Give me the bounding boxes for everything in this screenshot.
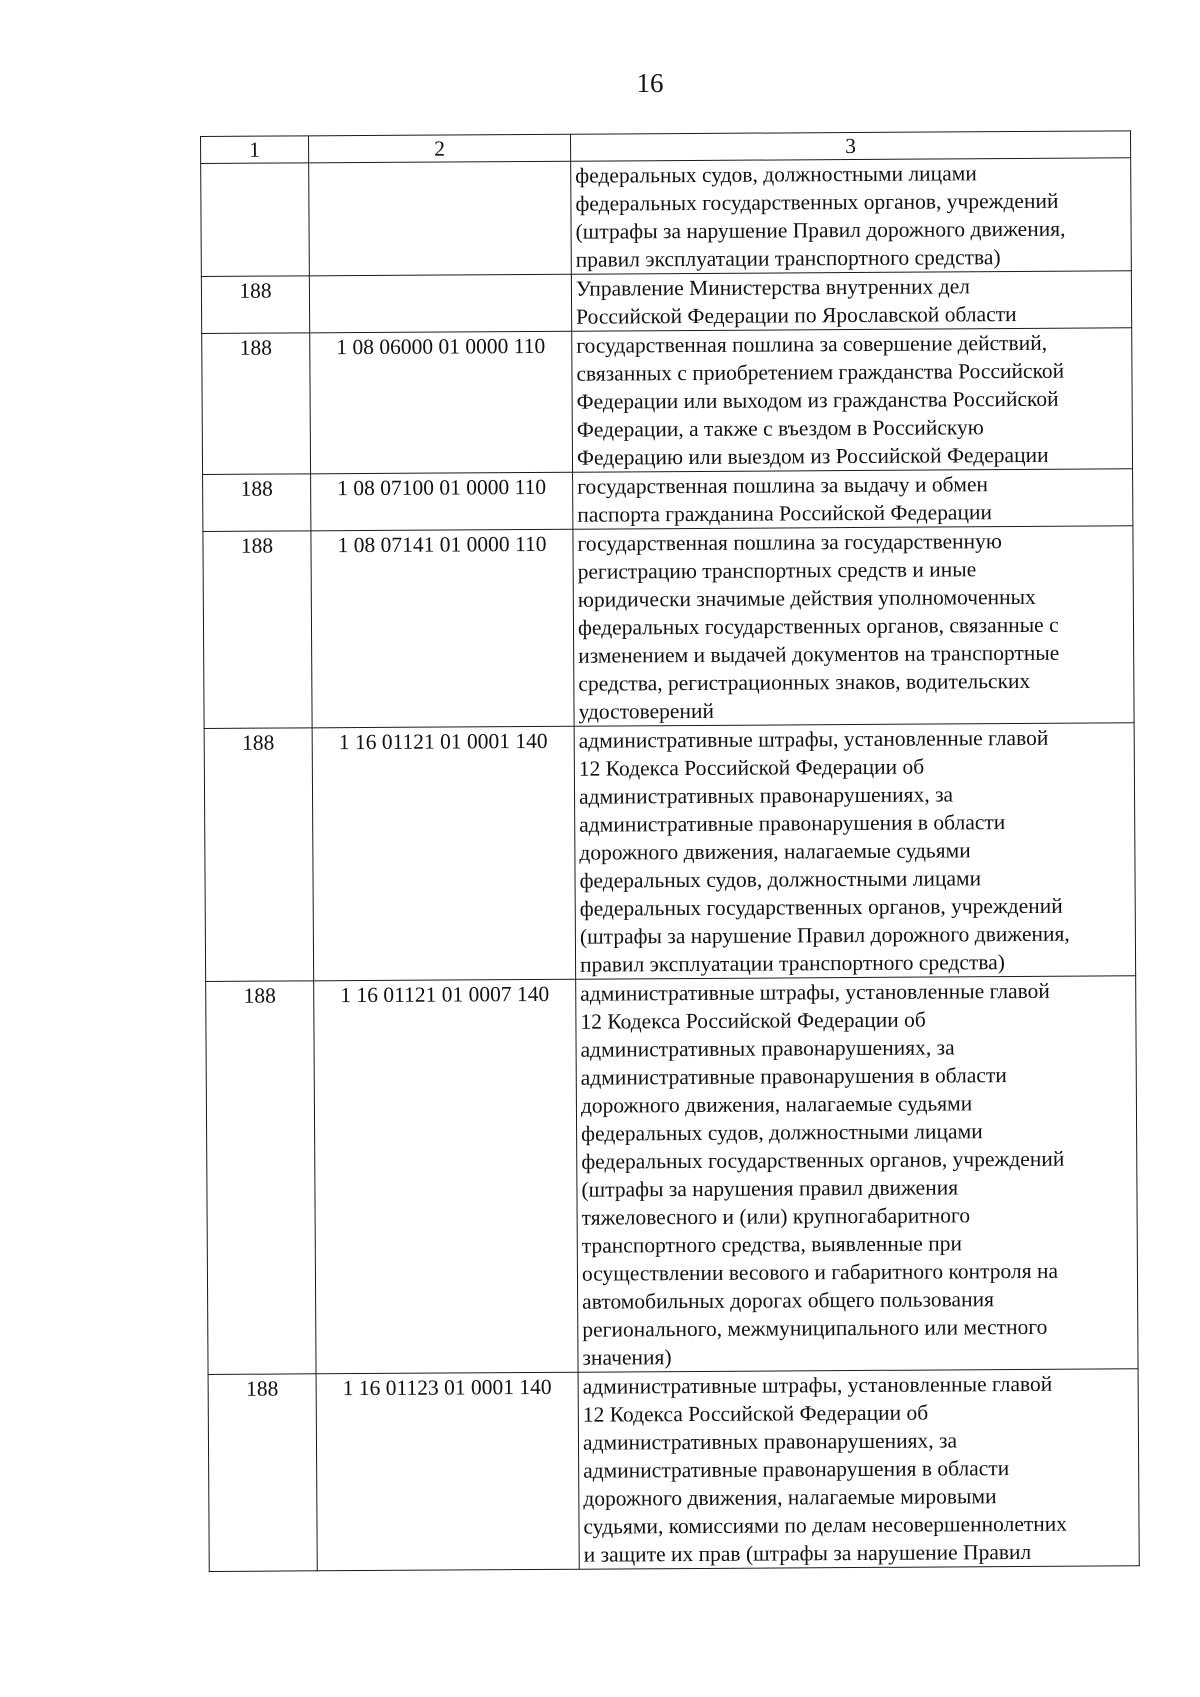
table-row [203, 469, 1133, 532]
description-line: удостоверений [578, 698, 715, 724]
revenue-code-cell: 1 16 01121 01 0007 140 [314, 979, 578, 1374]
description-line: административные штрафы, установленные главой [582, 1371, 1053, 1399]
description-line: административных правонарушениях, за [578, 782, 954, 809]
description-line: и защите их прав (штрафы за нарушение Правил [583, 1539, 1032, 1567]
table-row [208, 1369, 1139, 1572]
description-line: административных правонарушениях, за [580, 1035, 955, 1062]
revenue-code-cell: 1 08 06000 01 0000 110 [310, 331, 573, 474]
description-line: правил эксплуатации транспортного средства) [575, 245, 1001, 272]
table-row [203, 526, 1134, 729]
description-line: 12 Кодекса Российской Федерации об [578, 754, 925, 781]
description-cell [574, 723, 1136, 979]
description-line: связанных с приобретением гражданства Российской [576, 358, 1065, 386]
description-line: федеральных государственных органов, учреждений [579, 893, 1063, 921]
description-line: 12 Кодекса Российской Федерации об [580, 1007, 926, 1034]
description-line: административные правонарушения в области [579, 810, 1006, 837]
description-line: федеральных государственных органов, учреждений [575, 188, 1059, 216]
description-line: регионального, межмуниципального или местного [582, 1314, 1048, 1342]
description-line: 12 Кодекса Российской Федерации об [582, 1400, 929, 1427]
description-line: дорожного движения, налагаемые судьями [580, 1091, 973, 1118]
description-line: Федерации или выходом из гражданства Российской [576, 386, 1059, 414]
admin-code-cell: 188 [203, 531, 312, 729]
table-row [202, 328, 1133, 475]
table-row [201, 158, 1132, 277]
description-line: государственная пошлина за выдачу и обмен [577, 472, 989, 499]
description-cell [576, 976, 1138, 1372]
description-line: государственная пошлина за совершение действий, [576, 330, 1048, 358]
description-line: федеральных судов, должностными лицами [581, 1119, 983, 1146]
description-line: значения) [582, 1345, 672, 1370]
description-cell [573, 526, 1134, 726]
revenue-code-cell: 1 16 01123 01 0001 140 [316, 1372, 579, 1571]
description-line: средства, регистрационных знаков, водительских [578, 668, 1031, 696]
description-line: административные штрафы, установленные главой [580, 978, 1050, 1006]
description-line: (штрафы за нарушения правил движения [581, 1175, 959, 1202]
description-line: изменением и выдачей документов на транспортные [578, 640, 1060, 668]
admin-code-cell: 188 [202, 333, 311, 475]
column-header-2: 2 [309, 134, 571, 163]
description-line: государственная пошлина за государственную [577, 529, 1003, 556]
admin-code-cell: 188 [208, 1374, 317, 1572]
table-body [201, 158, 1140, 1572]
description-line: юридически значимые действия уполномоченных [577, 584, 1036, 612]
admin-code-cell: 188 [203, 474, 311, 532]
description-line: федеральных судов, должностными лицами [575, 161, 977, 188]
description-line: правил эксплуатации транспортного средства) [579, 950, 1005, 977]
revenue-code-cell: 1 16 01121 01 0001 140 [312, 726, 576, 981]
description-line: тяжеловесного и (или) крупногабаритного [581, 1203, 971, 1230]
revenue-code-cell [309, 161, 572, 276]
column-header-3: 3 [570, 131, 1130, 161]
description-cell [571, 271, 1131, 331]
description-line: административные правонарушения в области [583, 1456, 1010, 1483]
description-line: (штрафы за нарушение Правил дорожного движения, [579, 921, 1070, 949]
description-line: федеральных государственных органов, связанные с [577, 612, 1059, 640]
revenue-code-cell [309, 274, 571, 333]
description-cell [571, 158, 1132, 274]
description-line: Российской Федерации по Ярославской области [576, 302, 1017, 329]
admin-code-cell: 188 [206, 981, 316, 1375]
description-line: судьями, комиссиями по делам несовершеннолетних [583, 1511, 1068, 1539]
revenue-codes-table [200, 130, 1140, 1572]
table-row [206, 976, 1138, 1375]
description-line: Федерацию или выездом из Российской Федерации [576, 442, 1049, 470]
revenue-code-cell: 1 08 07100 01 0000 110 [311, 472, 573, 531]
description-line: административные штрафы, установленные главой [578, 725, 1049, 753]
description-line: паспорта гражданина Российской Федерации [577, 500, 993, 527]
description-cell [573, 469, 1133, 529]
description-line: регистрацию транспортных средств и иные [577, 557, 977, 584]
page-number: 16 [636, 68, 664, 98]
description-line: (штрафы за нарушение Правил дорожного движения, [575, 216, 1066, 244]
description-line: федеральных государственных органов, учреждений [581, 1146, 1065, 1174]
admin-code-cell: 188 [201, 276, 309, 334]
description-cell [572, 328, 1133, 472]
description-line: административных правонарушениях, за [582, 1428, 958, 1455]
description-cell [578, 1369, 1139, 1569]
column-header-1: 1 [201, 136, 309, 164]
description-line: дорожного движения, налагаемые судьями [579, 838, 971, 865]
table-row [204, 723, 1136, 982]
description-line: дорожного движения, налагаемые мировыми [583, 1484, 997, 1511]
description-line: федеральных судов, должностными лицами [579, 866, 982, 893]
description-line: транспортного средства, выявленные при [581, 1231, 962, 1258]
description-line: административные правонарушения в области [580, 1063, 1007, 1090]
revenue-code-cell: 1 08 07141 01 0000 110 [311, 529, 574, 728]
description-line: осуществлении весового и габаритного контроля на [581, 1258, 1059, 1286]
admin-code-cell: 188 [204, 728, 314, 982]
description-line: автомобильных дорогах общего пользования [582, 1287, 995, 1314]
admin-code-cell [201, 163, 310, 277]
description-line: Федерации, а также с въездом в Российскую [576, 415, 984, 442]
table-row [201, 271, 1131, 334]
description-line: Управление Министерства внутренних дел [575, 274, 971, 301]
